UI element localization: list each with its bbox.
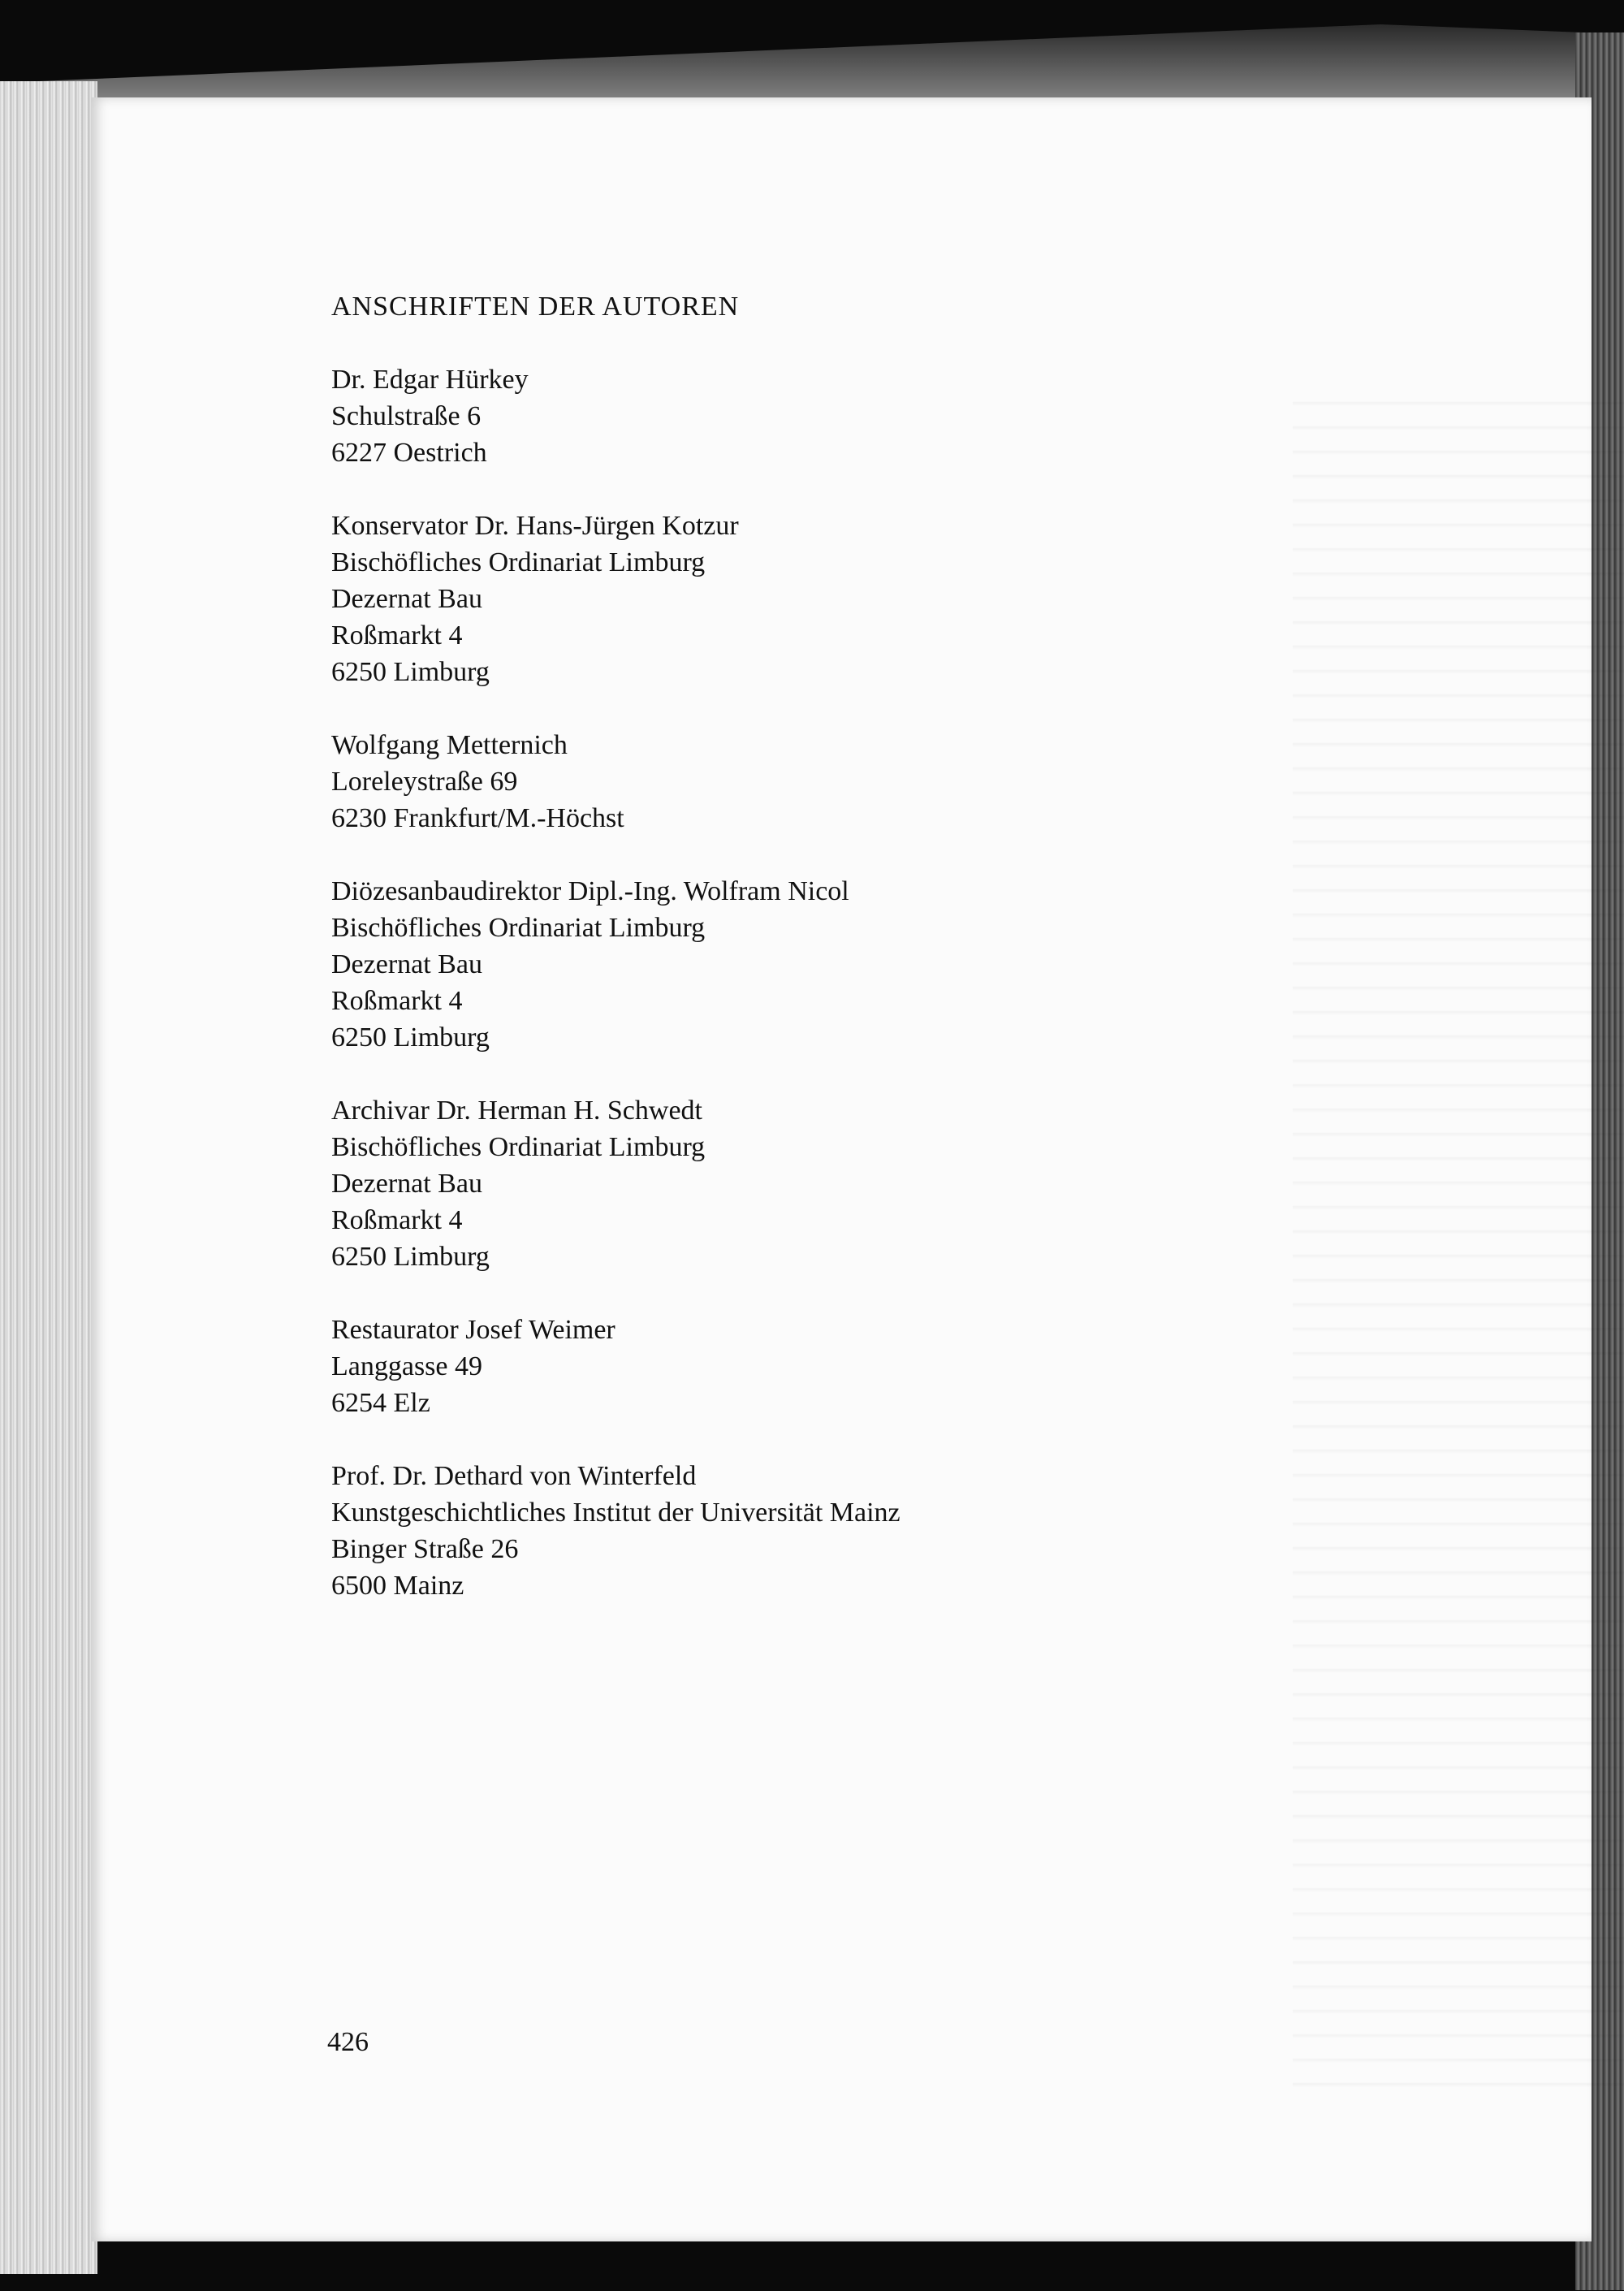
author-entry xyxy=(331,727,1387,836)
author-entry xyxy=(331,508,1387,690)
author-entry xyxy=(331,1092,1387,1275)
author-name: Archivar Dr. Herman H. Schwedt xyxy=(331,1096,702,1126)
authors-address-list xyxy=(331,288,1387,1640)
address-line: Bischöfliches Ordinariat Limburg xyxy=(331,913,706,943)
address-line: 6254 Elz xyxy=(331,1388,430,1418)
address-line: Loreleystraße 69 xyxy=(331,767,518,797)
address-line: Dezernat Bau xyxy=(331,1169,482,1199)
address-line: Roßmarkt 4 xyxy=(331,1205,463,1235)
address-line: 6227 Oestrich xyxy=(331,438,487,468)
address-line: 6250 Limburg xyxy=(331,1022,490,1053)
address-line: Binger Straße 26 xyxy=(331,1534,519,1564)
author-entry xyxy=(331,1458,1387,1604)
address-line: 6250 Limburg xyxy=(331,1242,490,1272)
page-heading: ANSCHRIFTEN DER AUTOREN xyxy=(331,292,740,322)
address-line: Schulstraße 6 xyxy=(331,401,482,431)
author-name: Wolfgang Metternich xyxy=(331,730,568,760)
author-entry xyxy=(331,873,1387,1056)
author-name: Diözesanbaudirektor Dipl.-Ing. Wolfram Nicol xyxy=(331,876,849,906)
author-entry xyxy=(331,361,1387,471)
page-stack-edge xyxy=(0,81,97,2274)
address-line: Langgasse 49 xyxy=(331,1351,483,1381)
address-line: Roßmarkt 4 xyxy=(331,620,463,651)
address-line: 6250 Limburg xyxy=(331,657,490,687)
address-line: 6230 Frankfurt/M.-Höchst xyxy=(331,803,624,833)
address-line: Kunstgeschichtliches Institut der Universität Mainz xyxy=(331,1498,901,1528)
address-line: 6500 Mainz xyxy=(331,1571,464,1601)
author-name: Konservator Dr. Hans-Jürgen Kotzur xyxy=(331,511,739,541)
author-name: Prof. Dr. Dethard von Winterfeld xyxy=(331,1461,697,1491)
address-line: Bischöfliches Ordinariat Limburg xyxy=(331,547,706,577)
author-entry xyxy=(331,1312,1387,1421)
author-name: Restaurator Josef Weimer xyxy=(331,1315,615,1345)
author-name: Dr. Edgar Hürkey xyxy=(331,365,529,395)
page-number: 426 xyxy=(327,2027,369,2057)
address-line: Dezernat Bau xyxy=(331,949,482,979)
address-line: Dezernat Bau xyxy=(331,584,482,614)
address-line: Bischöfliches Ordinariat Limburg xyxy=(331,1132,706,1162)
address-line: Roßmarkt 4 xyxy=(331,986,463,1016)
